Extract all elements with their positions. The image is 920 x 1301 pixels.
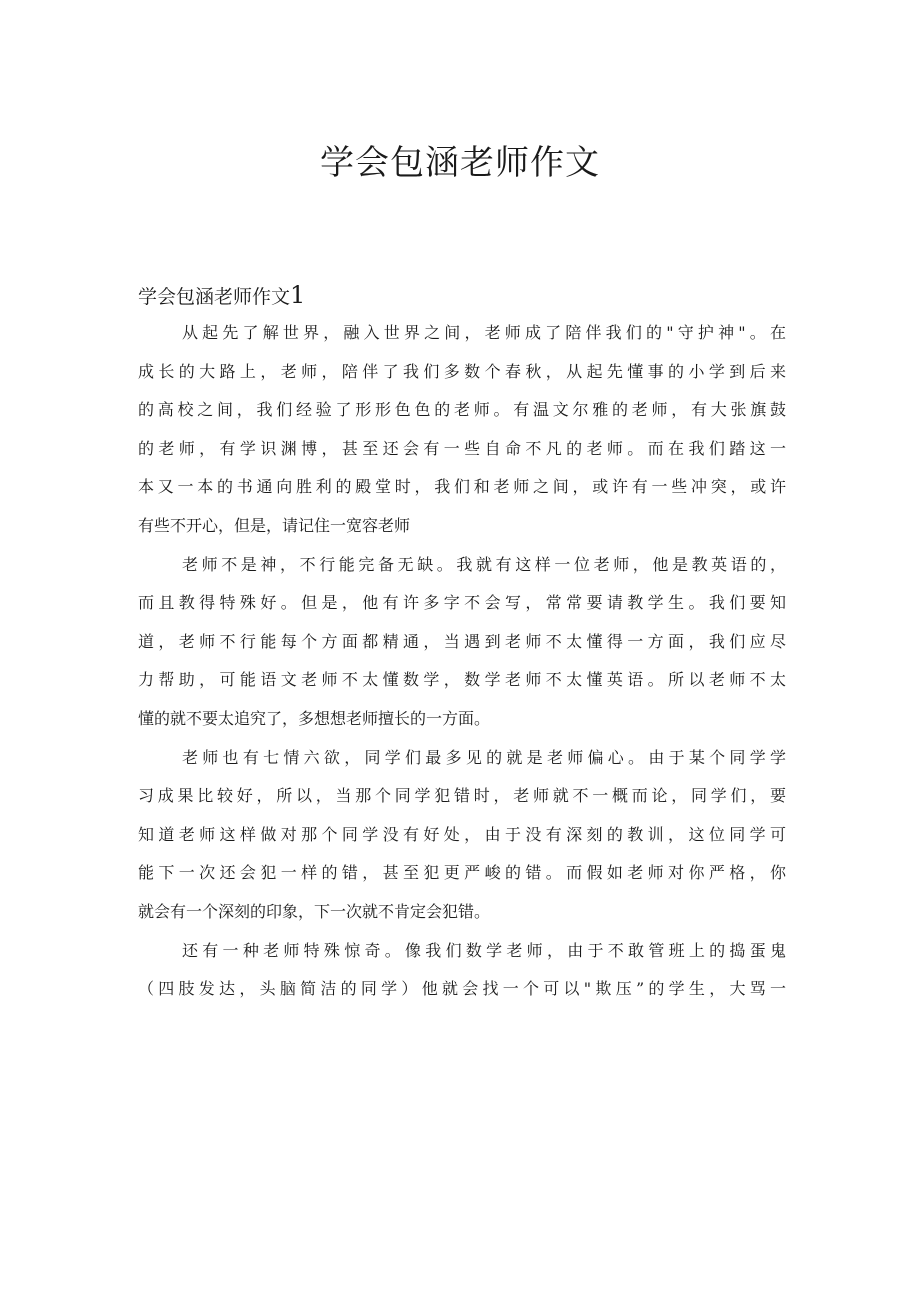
paragraph-line: 习成果比较好，所以，当那个同学犯错时，老师就不一概而论，同学们，要 [138,786,786,806]
paragraph-line: 懂的就不要太追究了，多想想老师擅长的一方面。 [138,708,491,728]
paragraph-line: 老师不是神，不行能完备无缺。我就有这样一位老师，他是教英语的， [182,554,786,574]
paragraph-line: 成长的大路上，老师，陪伴了我们多数个春秋，从起先懂事的小学到后来 [138,361,786,381]
section-heading-number: 1 [290,281,306,309]
paragraph-line: 本又一本的书通向胜利的殿堂时，我们和老师之间，或许有一些冲突，或许 [138,477,786,497]
paragraph-line: 从起先了解世界，融入世界之间，老师成了陪伴我们的"守护神"。在 [182,323,786,342]
paragraph-line: 力帮助，可能语文老师不太懂数学，数学老师不太懂英语。所以老师不太 [138,670,786,690]
paragraph-line: 还有一种老师特殊惊奇。像我们数学老师，由于不敢管班上的捣蛋鬼 [182,940,786,960]
paragraph-line: 老师也有七情六欲，同学们最多见的就是老师偏心。由于某个同学学 [182,747,786,767]
document-title: 学会包涵老师作文 [320,143,600,183]
paragraph-line: 知道老师这样做对那个同学没有好处，由于没有深刻的教训，这位同学可 [138,824,786,844]
paragraph-line: 道，老师不行能每个方面都精通，当遇到老师不太懂得一方面，我们应尽 [138,631,786,651]
paragraph-3 [138,745,786,938]
section-heading [138,280,305,312]
paragraph-line: 而且教得特殊好。但是，他有许多字不会写，常常要请教学生。我们要知 [138,593,786,613]
paragraph-1 [138,320,786,552]
essay-body [138,320,786,1015]
paragraph-line: 就会有一个深刻的印象，下一次就不肯定会犯错。 [138,901,491,921]
section-heading-text: 学会包涵老师作文 [138,286,291,308]
paragraph-4 [138,938,786,1015]
paragraph-line: 的老师，有学识渊博，甚至还会有一些自命不凡的老师。而在我们踏这一 [138,438,786,458]
paragraph-line: （四肢发达，头脑简洁的同学）他就会找一个可以"欺压”的学生，大骂一 [138,979,786,999]
paragraph-line: 的高校之间，我们经验了形形色色的老师。有温文尔雅的老师，有大张旗鼓 [138,400,786,420]
paragraph-line: 能下一次还会犯一样的错，甚至犯更严峻的错。而假如老师对你严格，你 [138,863,786,883]
paragraph-line: 有些不开心，但是，请记住一宽容老师 [138,515,411,535]
paragraph-2 [138,552,786,745]
